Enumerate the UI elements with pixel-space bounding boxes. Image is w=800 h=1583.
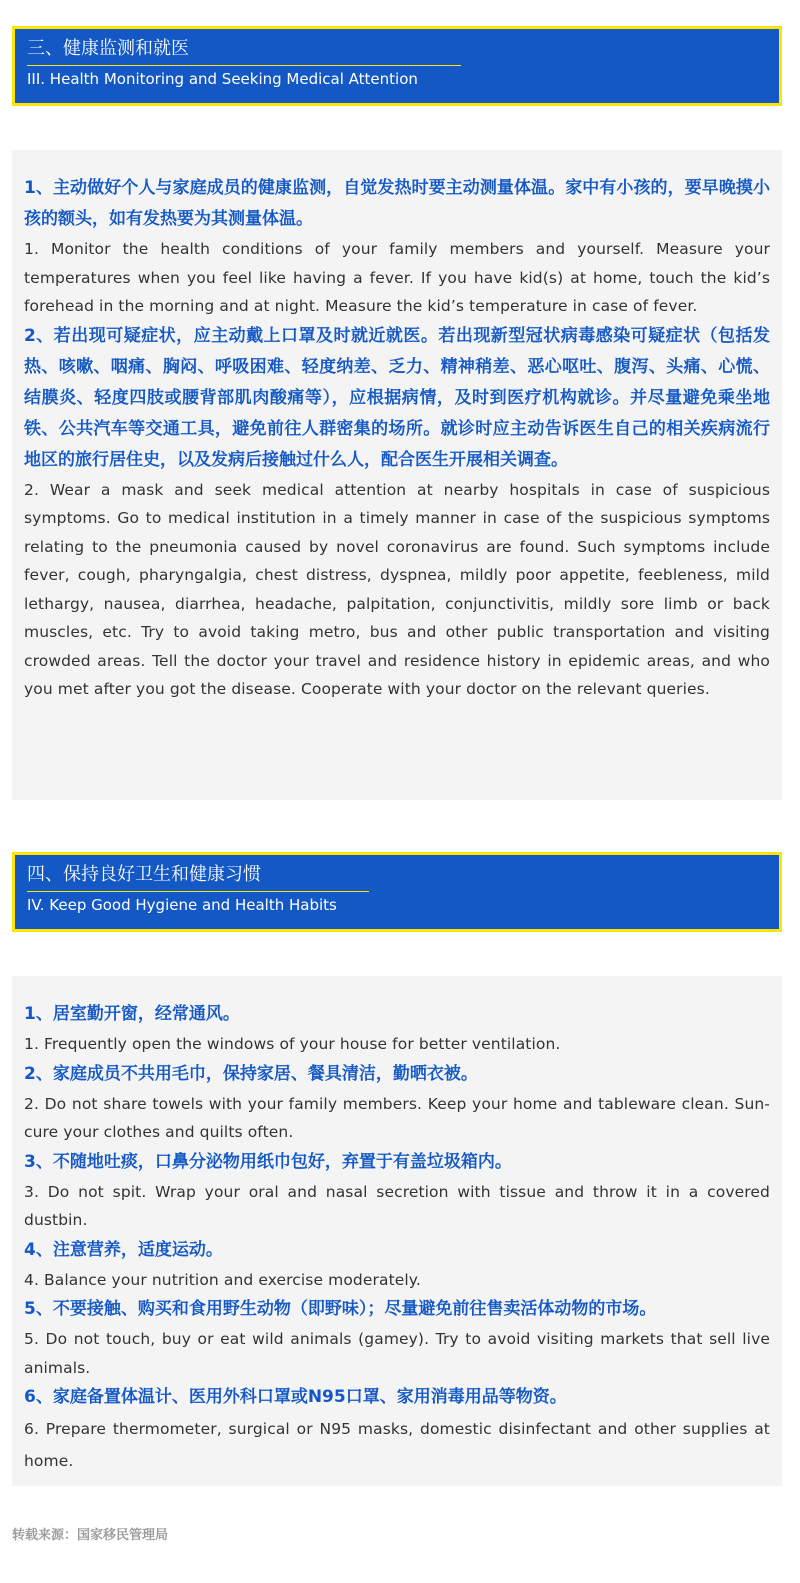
section-3-title-en: III. Health Monitoring and Seeking Medical Attention [27, 70, 418, 88]
section-4-title-block [27, 863, 369, 916]
section-4-item-5-en: 5. Do not touch, buy or eat wild animals (gamey). Try to avoid visiting markets that sell live animals. [24, 1330, 770, 1377]
section-4-item-1-cn: 1、居室勤开窗，经常通风。 [24, 1004, 240, 1024]
section-4-item-6-cn: 6、家庭备置体温计、医用外科口罩或N95口罩、家用消毒用品等物资。 [24, 1387, 567, 1407]
section-3-title-underline [27, 65, 461, 66]
section-4-title-en: IV. Keep Good Hygiene and Health Habits [27, 896, 337, 914]
section-4-item-2-en: 2. Do not share towels with your family members. Keep your home and tableware clean. Sun-cure your clothes and quilts often. [24, 1094, 770, 1141]
section-4-item-6-en: 6. Prepare thermometer, surgical or N95 masks, domestic disinfectant and other supplies at home. [24, 1420, 770, 1470]
section-3-item-2-en: 2. Wear a mask and seek medical attention at nearby hospitals in case of suspicious symptoms. Go to medical institution in a timely manner in case of the suspicious symptoms relating to the pneumonia caused by novel coronavirus are found. Such symptoms include fever, cough, pharyngalgia, chest distress, dyspnea, mildly poor appetite, feebleness, mild lethargy, nausea, diarrhea, headache, palpitation, conjunctivitis, mildly sore limb or back muscles, etc. Try to avoid taking metro, bus and other public transportation and visiting crowded areas. Tell the doctor your travel and residence history in epidemic areas, and who you met after you got the disease. Cooperate with your doctor on the relevant queries. [24, 480, 770, 698]
section-4-item-5-cn: 5、不要接触、购买和食用野生动物（即野味）；尽量避免前往售卖活体动物的市场。 [24, 1299, 657, 1319]
section-3-content [12, 150, 782, 800]
section-4-banner [12, 852, 782, 932]
section-4-item-4-cn: 4、注意营养，适度运动。 [24, 1239, 223, 1260]
section-3-item-1-cn: 1、主动做好个人与家庭成员的健康监测，自觉发热时要主动测量体温。家中有小孩的，要早晚摸小孩的额头，如有发热要为其测量体温。 [24, 178, 770, 229]
section-3-title-cn: 三、健康监测和就医 [27, 38, 189, 59]
source-credit: 转载来源：国家移民管理局 [12, 1528, 169, 1543]
section-4-title-underline [27, 891, 369, 892]
section-3-item-1-en: 1. Monitor the health conditions of your family members and yourself. Measure your temperatures when you feel like having a fever. If you have kid(s) at home, touch the kid’s forehead in the morning and at night. Measure the kid’s temperature in case of fever. [24, 240, 770, 315]
section-4-title-cn: 四、保持良好卫生和健康习惯 [27, 864, 261, 885]
section-3-item-2-cn: 2、若出现可疑症状，应主动戴上口罩及时就近就医。若出现新型冠状病毒感染可疑症状（包括发热、咳嗽、咽痛、胸闷、呼吸困难、轻度纳差、乏力、精神稍差、恶心呕吐、腹泻、头痛、心慌、结膜炎、轻度四肢或腰背部肌肉酸痛等），应根据病情，及时到医疗机构就诊。并尽量避免乘坐地铁、公共汽车等交通工具，避免前往人群密集的场所。就诊时应主动告诉医生自己的相关疾病流行地区的旅行居住史，以及发病后接触过什么人，配合医生开展相关调查。 [24, 325, 770, 470]
section-4-item-2-cn: 2、家庭成员不共用毛巾，保持家居、餐具清洁，勤晒衣被。 [24, 1063, 478, 1084]
section-3-title-block [27, 37, 461, 90]
section-4-item-3-en: 3. Do not spit. Wrap your oral and nasal secretion with tissue and throw it in a covered dustbin. [24, 1182, 770, 1229]
section-4-item-4-en: 4. Balance your nutrition and exercise moderately. [24, 1270, 421, 1289]
section-4-item-1-en: 1. Frequently open the windows of your house for better ventilation. [24, 1035, 561, 1053]
section-3-banner [12, 26, 782, 106]
section-4-content [12, 976, 782, 1486]
section-4-item-3-cn: 3、不随地吐痰，口鼻分泌物用纸巾包好，弃置于有盖垃圾箱内。 [24, 1151, 512, 1172]
